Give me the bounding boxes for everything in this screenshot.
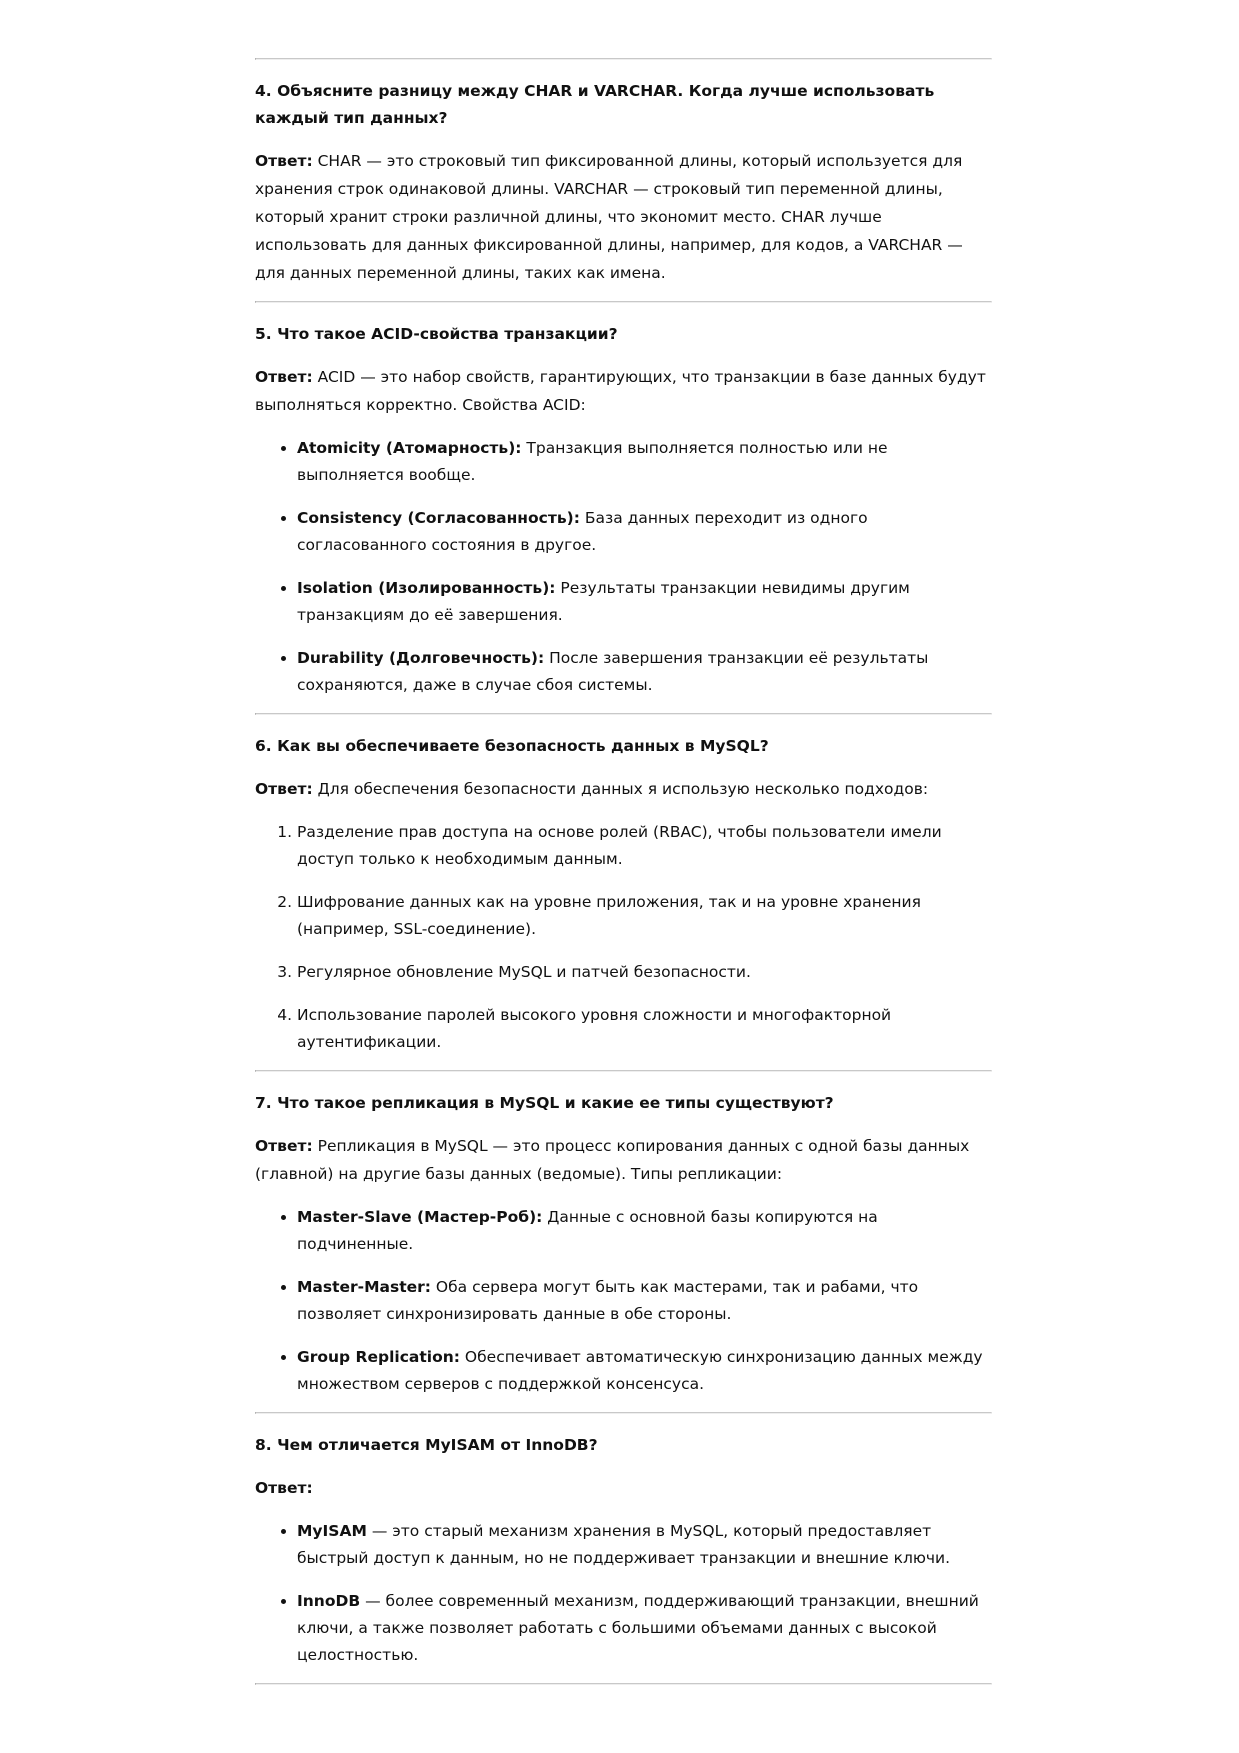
list-item bbox=[297, 645, 992, 699]
list-item-term: Master-Slave (Мастер-Роб): bbox=[297, 1208, 543, 1226]
divider bbox=[255, 301, 992, 303]
list-item-term: Consistency (Согласованность): bbox=[297, 509, 580, 527]
list-item: 3. Регулярное обновление MySQL и патчей безопасности. bbox=[297, 959, 992, 986]
list-item-text: Обеспечивает автоматическую синхронизацию данных между множеством серверов с поддержкой консенсуса. bbox=[297, 1348, 983, 1393]
list-item-term: MyISAM bbox=[297, 1522, 367, 1540]
list-item bbox=[297, 1274, 992, 1328]
answer-paragraph bbox=[255, 775, 992, 803]
question-heading: 6. Как вы обеспечиваете безопасность данных в MySQL? bbox=[255, 737, 769, 755]
list-item: 4. Использование паролей высокого уровня сложности и многофакторной аутентификации. bbox=[297, 1002, 992, 1056]
divider bbox=[255, 1412, 992, 1414]
list-item-text: После завершения транзакции её результаты сохраняются, даже в случае сбоя системы. bbox=[297, 649, 929, 694]
list-item bbox=[297, 1518, 992, 1572]
question-heading: 4. Объясните разницу между CHAR и VARCHAR. Когда лучше использовать каждый тип данных? bbox=[255, 82, 935, 127]
list-item-term: Group Replication: bbox=[297, 1348, 460, 1366]
divider bbox=[255, 1070, 992, 1072]
list-item-text: База данных переходит из одного согласованного состояния в другое. bbox=[297, 509, 868, 554]
answer-paragraph bbox=[255, 1474, 992, 1502]
divider bbox=[255, 713, 992, 715]
list-item-term: Atomicity (Атомарность): bbox=[297, 439, 522, 457]
list-item-text: Результаты транзакции невидимы другим транзакциям до её завершения. bbox=[297, 579, 910, 624]
answer-label: Ответ: bbox=[255, 368, 313, 386]
list-item-text: Транзакция выполняется полностью или не выполняется вообще. bbox=[297, 439, 888, 484]
answer-label: Ответ: bbox=[255, 780, 313, 798]
list-item: 1. Разделение прав доступа на основе ролей (RBAC), чтобы пользователи имели доступ только к необходимым данным. bbox=[297, 819, 992, 873]
list-item bbox=[297, 1344, 992, 1398]
question-section-6 bbox=[255, 733, 992, 1056]
replication-list bbox=[255, 1204, 992, 1398]
answer-label: Ответ: bbox=[255, 1137, 313, 1155]
divider bbox=[255, 58, 992, 60]
list-item-term: Durability (Долговечность): bbox=[297, 649, 545, 667]
answer-text: Для обеспечения безопасности данных я использую несколько подходов: bbox=[317, 780, 929, 798]
question-heading: 5. Что такое ACID-свойства транзакции? bbox=[255, 325, 618, 343]
answer-paragraph bbox=[255, 147, 992, 287]
acid-list bbox=[255, 435, 992, 699]
question-heading: 7. Что такое репликация в MySQL и какие ее типы существуют? bbox=[255, 1094, 834, 1112]
list-item-text: — это старый механизм хранения в MySQL, который предоставляет быстрый доступ к данным, но не поддерживает транзакции и внешние ключи. bbox=[297, 1522, 951, 1567]
answer-paragraph bbox=[255, 1132, 992, 1188]
list-item-term: Master-Master: bbox=[297, 1278, 431, 1296]
list-item bbox=[297, 1204, 992, 1258]
list-item-text: Данные с основной базы копируются на подчиненные. bbox=[297, 1208, 878, 1253]
list-item bbox=[297, 505, 992, 559]
question-section-5 bbox=[255, 321, 992, 699]
answer-label: Ответ: bbox=[255, 1479, 313, 1497]
question-section-8 bbox=[255, 1432, 992, 1669]
security-list bbox=[255, 819, 992, 1056]
question-section-7 bbox=[255, 1090, 992, 1398]
list-item-term: InnoDB bbox=[297, 1592, 361, 1610]
list-item bbox=[297, 575, 992, 629]
list-item bbox=[297, 1588, 992, 1669]
divider bbox=[255, 1683, 992, 1685]
list-item-text: — более современный механизм, поддерживающий транзакции, внешний ключи, а также позволяет работать с большими объемами данных с высокой целостностью. bbox=[297, 1592, 979, 1664]
list-item-term: Isolation (Изолированность): bbox=[297, 579, 556, 597]
answer-label: Ответ: bbox=[255, 152, 313, 170]
list-item: 2. Шифрование данных как на уровне приложения, так и на уровне хранения (например, SSL-соединение). bbox=[297, 889, 992, 943]
answer-paragraph bbox=[255, 363, 992, 419]
list-item bbox=[297, 435, 992, 489]
document-page bbox=[255, 58, 992, 1685]
question-heading: 8. Чем отличается MyISAM от InnoDB? bbox=[255, 1436, 598, 1454]
engine-list bbox=[255, 1518, 992, 1669]
answer-text: ACID — это набор свойств, гарантирующих, что транзакции в базе данных будут выполняться корректно. Свойства ACID: bbox=[255, 368, 986, 414]
answer-text: Репликация в MySQL — это процесс копирования данных с одной базы данных (главной) на другие базы данных (ведомые). Типы репликации: bbox=[255, 1137, 970, 1183]
answer-text: CHAR — это строковый тип фиксированной длины, который используется для хранения строк одинаковой длины. VARCHAR — строковый тип переменной длины, который хранит строки различной длины, что экономит место. CHAR лучше использовать для данных фиксированной длины, например, для кодов, а VARCHAR — для данных переменной длины, таких как имена. bbox=[255, 152, 963, 282]
question-section-4 bbox=[255, 78, 992, 287]
list-item-text: Оба сервера могут быть как мастерами, так и рабами, что позволяет синхронизировать данные в обе стороны. bbox=[297, 1278, 919, 1323]
